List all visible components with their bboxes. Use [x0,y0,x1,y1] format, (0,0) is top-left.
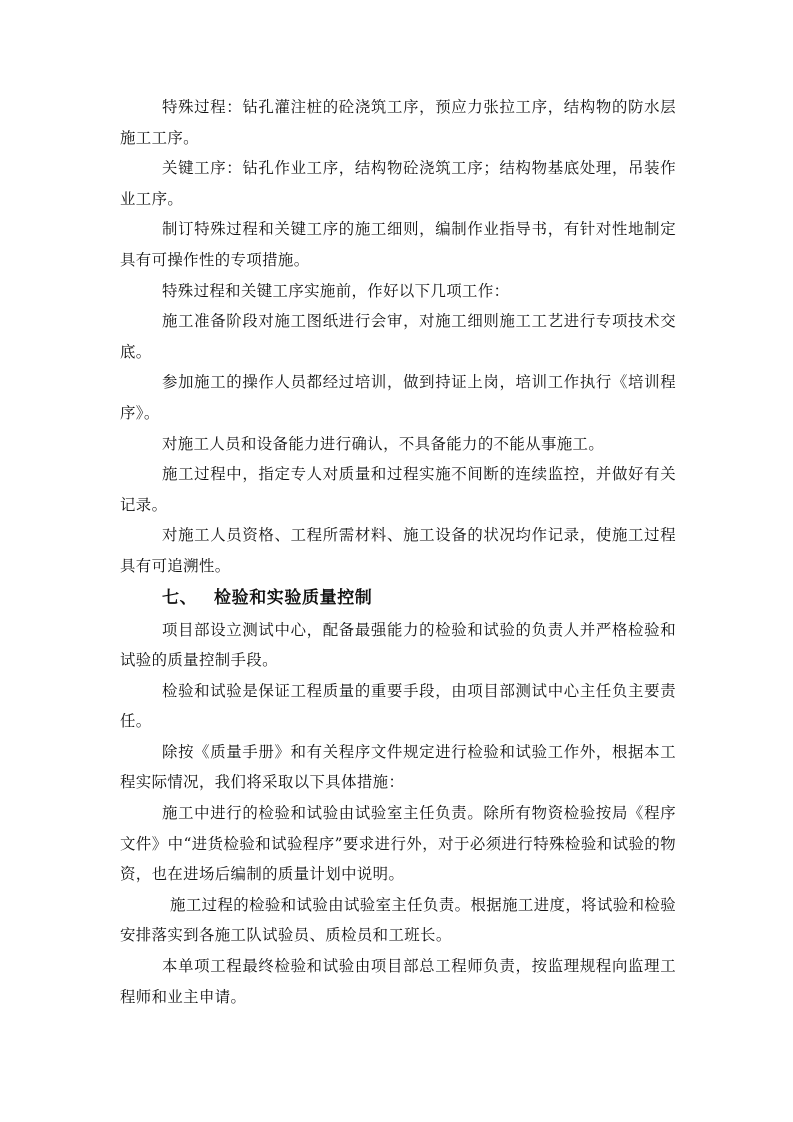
paragraph-preparation: 特殊过程和关键工序实施前，作好以下几项工作： [162,281,510,300]
paragraph-capability-check: 对施工人员和设备能力进行确认，不具备能力的不能从事施工。 [162,434,605,453]
paragraph-process-inspection: 施工过程的检验和试验由试验室主任负责。根据施工进度，将试验和检验安排落实到各施工队试验员、质检员和工班长。 [120,895,676,945]
section-heading [120,582,676,615]
paragraph-monitoring: 施工过程中，指定专人对质量和过程实施不间断的连续监控，并做好有关记录。 [120,465,676,514]
paragraph-traceability: 对施工人员资格、工程所需材料、施工设备的状况均作记录，使施工过程具有可追溯性。 [120,526,676,575]
section-title: 检验和实验质量控制 [214,587,373,608]
paragraph-test-center: 项目部设立测试中心，配备最强能力的检验和试验的负责人并严格检验和试验的质量控制手段。 [120,620,676,670]
paragraph-measures: 除按《质量手册》和有关程序文件规定进行检验和试验工作外，根据本工程实际情况，我们将采取以下具体措施： [120,742,676,792]
paragraph-special-process: 特殊过程：钻孔灌注桩的砼浇筑工序，预应力张拉工序，结构物的防水层施工工序。 [120,98,676,147]
section-number: 七、 [162,587,198,608]
paragraph-work-instructions: 制订特殊过程和关键工序的施工细则，编制作业指导书，有针对性地制定具有可操作性的专项措施。 [120,220,676,269]
paragraph-material-inspection: 施工中进行的检验和试验由试验室主任负责。除所有物资检验按局《程序文件》中“进货检验和试验程序”要求进行外，对于必须进行特殊检验和试验的物资，也在进场后编制的质量计划中说明。 [120,804,676,884]
paragraph-key-process: 关键工序：钻孔作业工序，结构物砼浇筑工序；结构物基底处理，吊装作业工序。 [120,159,676,208]
paragraph-final-inspection: 本单项工程最终检验和试验由项目部总工程师负责，按监理规程向监理工程师和业主申请。 [120,957,676,1006]
paragraph-responsibility: 检验和试验是保证工程质量的重要手段，由项目部测试中心主任负主要责任。 [120,681,676,731]
paragraph-training: 参加施工的操作人员都经过培训，做到持证上岗，培训工作执行《培训程序》。 [120,373,676,422]
paragraph-drawing-review: 施工准备阶段对施工图纸进行会审，对施工细则施工工艺进行专项技术交底。 [120,312,676,361]
document-page [120,92,676,1012]
